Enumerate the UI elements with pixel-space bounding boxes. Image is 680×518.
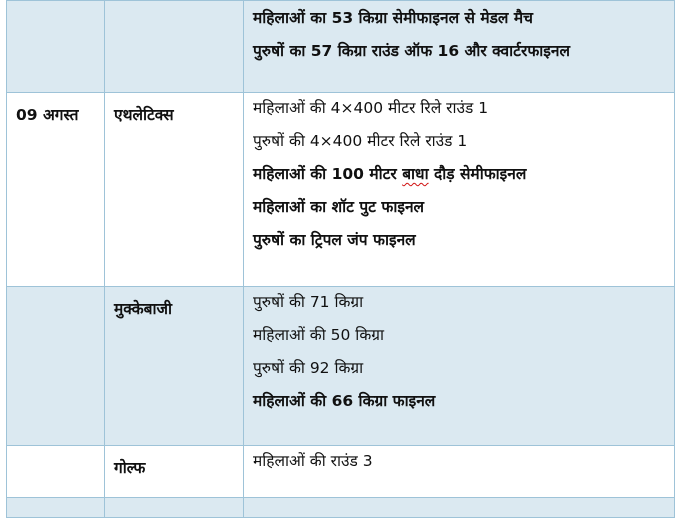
date-cell: [7, 446, 105, 498]
schedule-table: [6, 0, 675, 518]
date-cell: [7, 498, 105, 518]
event-item: महिलाओं का शॉट पुट फाइनल: [253, 198, 425, 216]
event-item: महिलाओं की 4×400 मीटर रिले राउंड 1: [253, 99, 489, 117]
event-text: दौड़ सेमीफाइनल: [434, 165, 527, 183]
event-item: पुरुषों का 57 किग्रा राउंड ऑफ 16 और क्वार्टरफाइनल: [253, 42, 571, 60]
table-row: [7, 446, 675, 498]
events-cell: [244, 446, 675, 498]
events-cell: [244, 498, 675, 518]
events-cell: [244, 1, 675, 93]
spellcheck-word: बाधा: [402, 165, 429, 183]
date-cell: [7, 1, 105, 93]
table-row: [7, 498, 675, 518]
event-item: महिलाओं की 66 किग्रा फाइनल: [253, 392, 436, 410]
sport-label: एथलेटिक्स: [114, 106, 174, 124]
sport-cell: [105, 498, 244, 518]
sport-cell: [105, 93, 244, 287]
table-row: [7, 93, 675, 287]
event-item: महिलाओं की 50 किग्रा: [253, 326, 384, 344]
sport-label: मुक्केबाजी: [114, 300, 173, 318]
event-item: महिलाओं का 53 किग्रा सेमीफाइनल से मेडल मैच: [253, 9, 533, 27]
date-cell: [7, 287, 105, 446]
sport-label: गोल्फ: [114, 459, 146, 477]
table-row: [7, 287, 675, 446]
events-cell: [244, 93, 675, 287]
date-cell: [7, 93, 105, 287]
sport-cell: [105, 287, 244, 446]
date-label: 09 अगस्त: [16, 106, 79, 124]
event-item: पुरुषों की 92 किग्रा: [253, 359, 364, 377]
events-cell: [244, 287, 675, 446]
event-item: [253, 164, 674, 197]
event-item: पुरुषों की 71 किग्रा: [253, 293, 364, 311]
event-item: महिलाओं की राउंड 3: [253, 452, 373, 470]
event-item: पुरुषों की 4×400 मीटर रिले राउंड 1: [253, 132, 468, 150]
sport-cell: [105, 1, 244, 93]
table-row: [7, 1, 675, 93]
event-item: पुरुषों का ट्रिपल जंप फाइनल: [253, 231, 416, 249]
sport-cell: [105, 446, 244, 498]
event-text: महिलाओं की 100 मीटर: [253, 165, 397, 183]
